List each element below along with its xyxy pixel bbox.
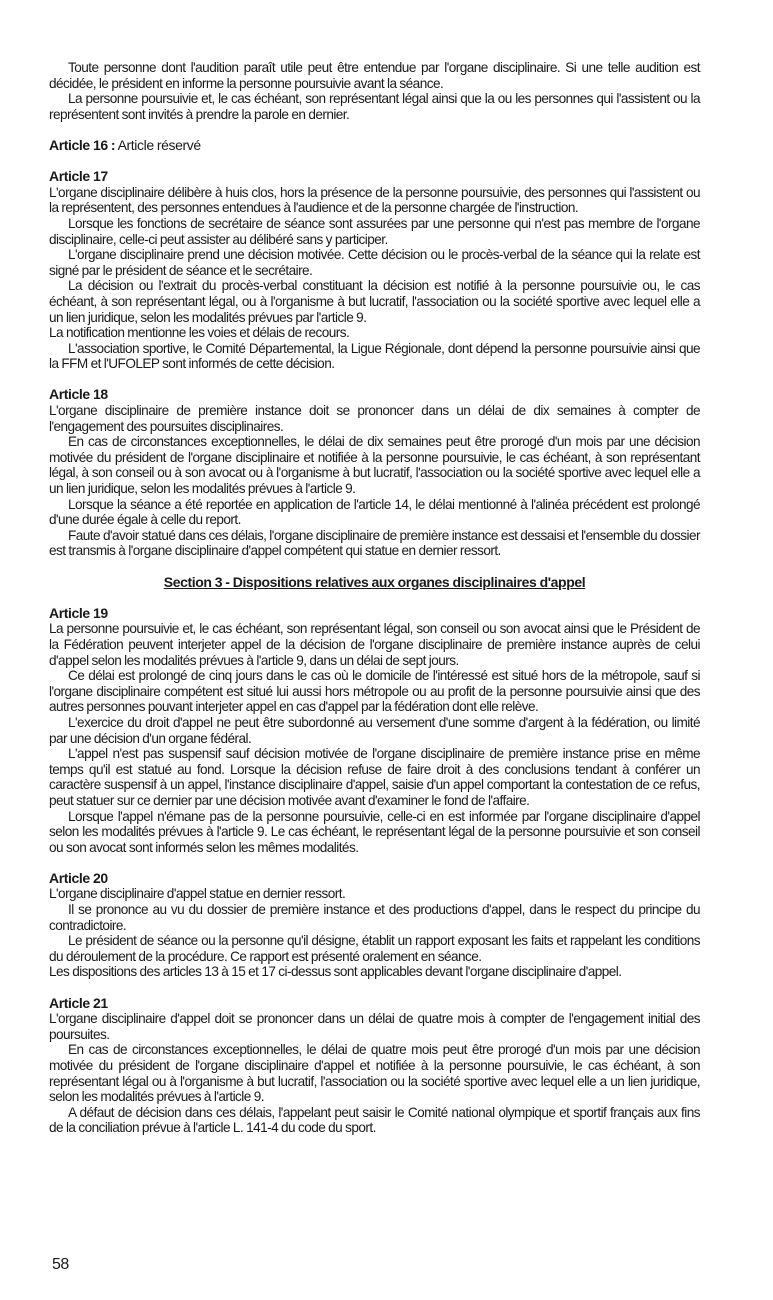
- paragraph: L'organe disciplinaire de première instance doit se prononcer dans un délai de dix semaines à compter de l'engagement des poursuites disciplinaires.: [49, 403, 700, 434]
- page-number: 58: [52, 1256, 69, 1273]
- article-21-heading: Article 21: [49, 994, 108, 1011]
- paragraph: Lorsque les fonctions de secrétaire de séance sont assurées par une personne qui n'est pas membre de l'organe disciplinaire, celle-ci peut assister au délibéré sans y participer.: [49, 215, 700, 247]
- paragraph: La personne poursuivie et, le cas échéant, son représentant légal ainsi que la ou les personnes qui l'assistent ou la représentent sont invités à prendre la parole en dernier.: [49, 91, 700, 122]
- document-page: [49, 60, 700, 1136]
- paragraph: A défaut de décision dans ces délais, l'appelant peut saisir le Comité national olympique et sportif français aux fins de la conciliation prévue à l'article L. 141-4 du code du sport.: [49, 1104, 700, 1136]
- article-19-heading: Article 19: [49, 604, 108, 621]
- paragraph: La décision ou l'extrait du procès-verbal constituant la décision est notifié à la personne poursuivie ou, le cas échéant, à son représentant légal, ou à l'organisme à but lucratif, l'association ou la société sportive avec lequel elle a un lien juridique, selon les modalités prévues par l'article 9.: [49, 278, 700, 325]
- paragraph: Lorsque l'appel n'émane pas de la personne poursuivie, celle-ci en est informée par l'organe disciplinaire d'appel selon les modalités prévues à l'article 9. Le cas échéant, le représentant légal de la personne poursuivie et son conseil ou son avocat sont informés selon les mêmes modalités.: [49, 808, 700, 855]
- article-17-heading: Article 17: [49, 168, 108, 185]
- paragraph: En cas de circonstances exceptionnelles, le délai de quatre mois peut être prorogé d'un mois par une décision motivée du président de l'organe disciplinaire d'appel et notifiée à la personne poursuivie, le cas échéant, à son représentant légal ou à l'organisme à but lucratif, l'association ou la société sportive avec lequel elle a un lien juridique, selon les modalités prévues à l'article 9.: [49, 1042, 700, 1105]
- article-16-note: Article réservé: [115, 136, 201, 153]
- paragraph: L'association sportive, le Comité Départemental, la Ligue Régionale, dont dépend la personne poursuivie ainsi que la FFM et l'UFOLEP sont informés de cette décision.: [49, 340, 700, 372]
- paragraph: L'organe disciplinaire d'appel doit se prononcer dans un délai de quatre mois à compter de l'engagement initial des poursuites.: [49, 1011, 700, 1042]
- paragraph: En cas de circonstances exceptionnelles, le délai de dix semaines peut être prorogé d'un mois par une décision motivée du président de l'organe disciplinaire et notifiée à la personne poursuivie, le cas échéant, à son représentant légal, à son conseil ou à son avocat ou à l'organisme à but lucratif, l'association ou la société sportive avec lequel elle a un lien juridique, selon les modalités prévues à l'article 9.: [49, 434, 700, 497]
- article-18-heading: Article 18: [49, 386, 108, 403]
- paragraph: Il se prononce au vu du dossier de première instance et des productions d'appel, dans le respect du principe du contradictoire.: [49, 902, 700, 933]
- paragraph: L'exercice du droit d'appel ne peut être subordonné au versement d'une somme d'argent à la fédération, ou limité par une décision d'un organe fédéral.: [49, 714, 700, 746]
- paragraph: Lorsque la séance a été reportée en application de l'article 14, le délai mentionné à l'alinéa précédent est prolongé d'une durée égale à celle du report.: [49, 496, 700, 528]
- article-20-heading: Article 20: [49, 869, 108, 886]
- paragraph: Ce délai est prolongé de cinq jours dans le cas où le domicile de l'intéressé est situé hors de la métropole, sauf si l'organe disciplinaire compétent est situé lui aussi hors métropole ou au profit de la personne poursuivie ainsi que des autres personnes pouvant interjeter appel en cas d'appel par la fédération dont elle relève.: [49, 668, 700, 715]
- paragraph: L'appel n'est pas suspensif sauf décision motivée de l'organe disciplinaire de première instance prise en même temps qu'il est statué au fond. Lorsque la décision refuse de faire droit à des conclusions tendant à conférer un caractère suspensif à un appel, l'instance disciplinaire d'appel, saisie d'un appel comportant la contestation de ce refus, peut statuer sur ce dernier par une décision motivée avant d'examiner le fond de l'affaire.: [49, 746, 700, 808]
- section-3-title: Section 3 - Dispositions relatives aux organes disciplinaires d'appel: [163, 573, 586, 590]
- paragraph: Toute personne dont l'audition paraît utile peut être entendue par l'organe disciplinaire. Si une telle audition est décidée, le président en informe la personne poursuivie avant la séance.: [49, 60, 700, 91]
- paragraph: Le président de séance ou la personne qu'il désigne, établit un rapport exposant les faits et rappelant les conditions du déroulement de la procédure. Ce rapport est présenté oralement en séance.: [49, 933, 700, 964]
- paragraph: Les dispositions des articles 13 à 15 et 17 ci-dessus sont applicables devant l'organe disciplinaire d'appel.: [49, 964, 622, 980]
- article-16-heading: Article 16 : Article réservé: [49, 136, 201, 153]
- paragraph: L'organe disciplinaire d'appel statue en dernier ressort.: [49, 886, 346, 902]
- paragraph: L'organe disciplinaire prend une décision motivée. Cette décision ou le procès-verbal de la séance qui la relate est signé par le président de séance et le secrétaire.: [49, 247, 700, 278]
- paragraph: La personne poursuivie et, le cas échéant, son représentant légal, son conseil ou son avocat ainsi que le Président de la Fédération peuvent interjeter appel de la décision de l'organe disciplinaire de première instance auprès de celui d'appel selon les modalités prévues à l'article 9, dans un délai de sept jours.: [49, 621, 700, 668]
- paragraph: La notification mentionne les voies et délais de recours.: [49, 325, 350, 341]
- paragraph: Faute d'avoir statué dans ces délais, l'organe disciplinaire de première instance est dessaisi et l'ensemble du dossier est transmis à l'organe disciplinaire d'appel compétent qui statue en dernier ressort.: [49, 527, 700, 559]
- paragraph: L'organe disciplinaire délibère à huis clos, hors la présence de la personne poursuivie, des personnes qui l'assistent ou la représentent, des personnes entendues à l'audience et de la personne chargée de l'instruction.: [49, 184, 700, 216]
